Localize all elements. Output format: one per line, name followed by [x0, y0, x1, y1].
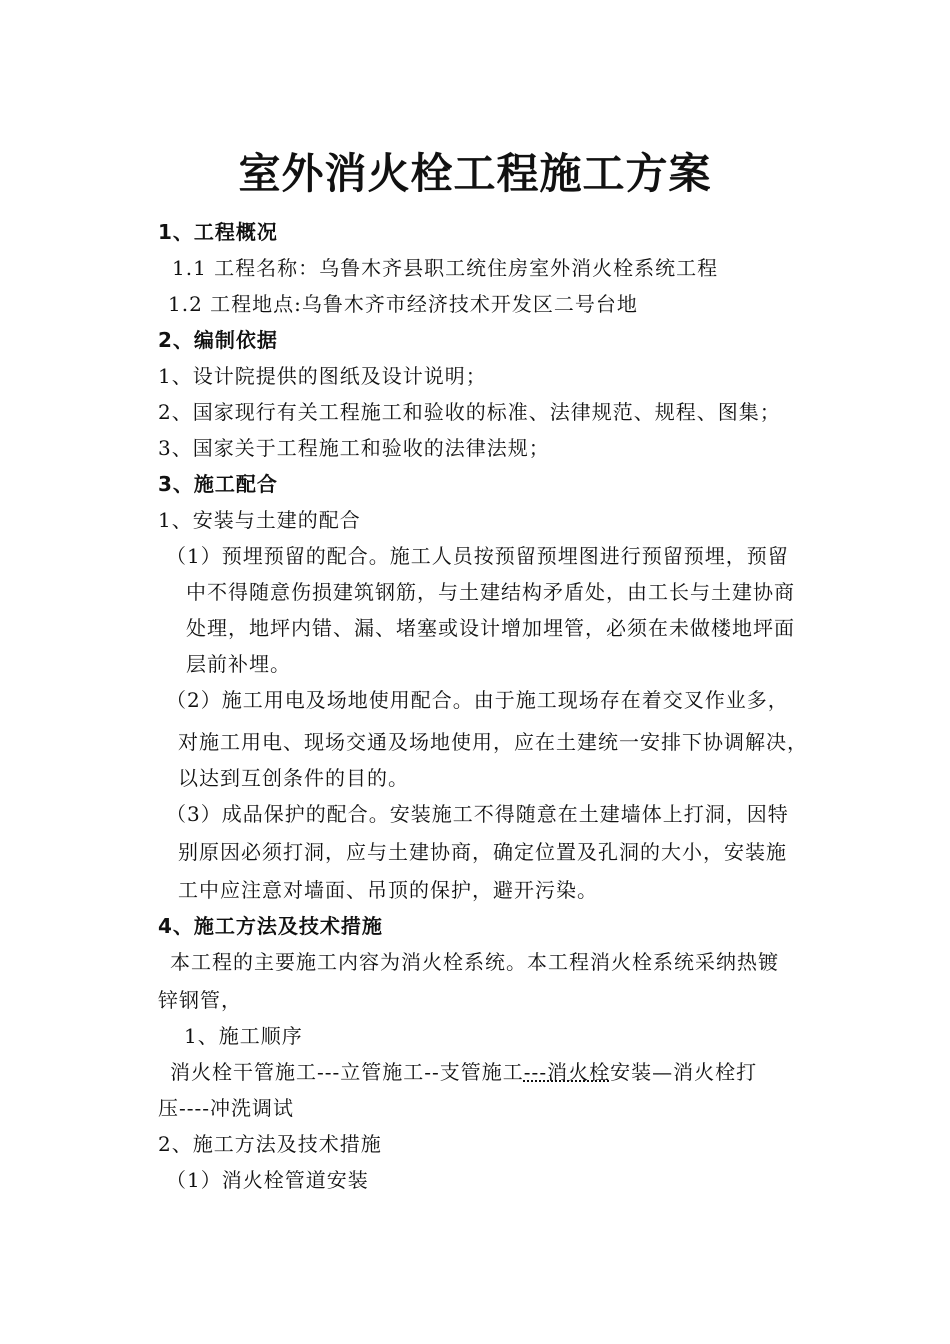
methods-subheading: 2、施工方法及技术措施: [158, 1132, 382, 1156]
paragraph-line: 处理，地坪内错、漏、堵塞或设计增加埋管，必须在未做楼地坪面: [186, 616, 795, 640]
order-part: 安装—消火栓打: [610, 1060, 758, 1084]
paragraph-line: 中不得随意伤损建筑钢筋，与土建结构矛盾处，由工长与土建协商: [186, 580, 795, 604]
paragraph-line: （2）施工用电及场地使用配合。由于施工现场存在着交叉作业多，: [166, 688, 789, 712]
construction-order-line: [170, 1058, 757, 1086]
paragraph-line: 以达到互创条件的目的。: [178, 766, 409, 790]
basis-item: 3、国家关于工程施工和验收的法律法规；: [158, 436, 550, 460]
order-part-underlined: ---消火栓: [523, 1060, 611, 1084]
basis-item: 1、设计院提供的图纸及设计说明；: [158, 364, 487, 388]
project-name: 1.1 工程名称：乌鲁木齐县职工统住房室外消火栓系统工程: [172, 256, 719, 280]
paragraph-line: 层前补埋。: [186, 652, 291, 676]
section-heading-coordination: 3、施工配合: [158, 472, 278, 496]
paragraph-line: （1）预埋预留的配合。施工人员按预留预埋图进行预留预埋，预留: [166, 544, 789, 568]
construction-order-heading: 1、施工顺序: [184, 1024, 303, 1048]
document-title: 室外消火栓工程施工方案: [238, 149, 712, 198]
section-heading-overview: 1、工程概况: [158, 220, 278, 244]
coordination-subheading: 1、安装与土建的配合: [158, 508, 361, 532]
paragraph-line: 工中应注意对墙面、吊顶的保护，避开污染。: [178, 878, 598, 902]
paragraph-line: 对施工用电、现场交通及场地使用，应在土建统一安排下协调解决，: [178, 730, 808, 754]
paragraph-line: 本工程的主要施工内容为消火栓系统。本工程消火栓系统采纳热镀: [170, 950, 779, 974]
pipe-install-heading: （1）消火栓管道安装: [166, 1168, 369, 1192]
project-location: 1.2 工程地点:乌鲁木齐市经济技术开发区二号台地: [168, 292, 638, 316]
section-heading-methods: 4、施工方法及技术措施: [158, 914, 383, 938]
paragraph-line: （3）成品保护的配合。安装施工不得随意在土建墙体上打洞，因特: [166, 802, 789, 826]
construction-order-line: 压----冲洗调试: [158, 1096, 295, 1120]
section-heading-basis: 2、编制依据: [158, 328, 278, 352]
order-part: 消火栓干管施工---立管施工--支管施工: [170, 1060, 524, 1084]
paragraph-line: 锌钢管，: [158, 988, 242, 1012]
paragraph-line: 别原因必须打洞，应与土建协商，确定位置及孔洞的大小，安装施: [178, 840, 787, 864]
basis-item: 2、国家现行有关工程施工和验收的标准、法律规范、规程、图集；: [158, 400, 781, 424]
